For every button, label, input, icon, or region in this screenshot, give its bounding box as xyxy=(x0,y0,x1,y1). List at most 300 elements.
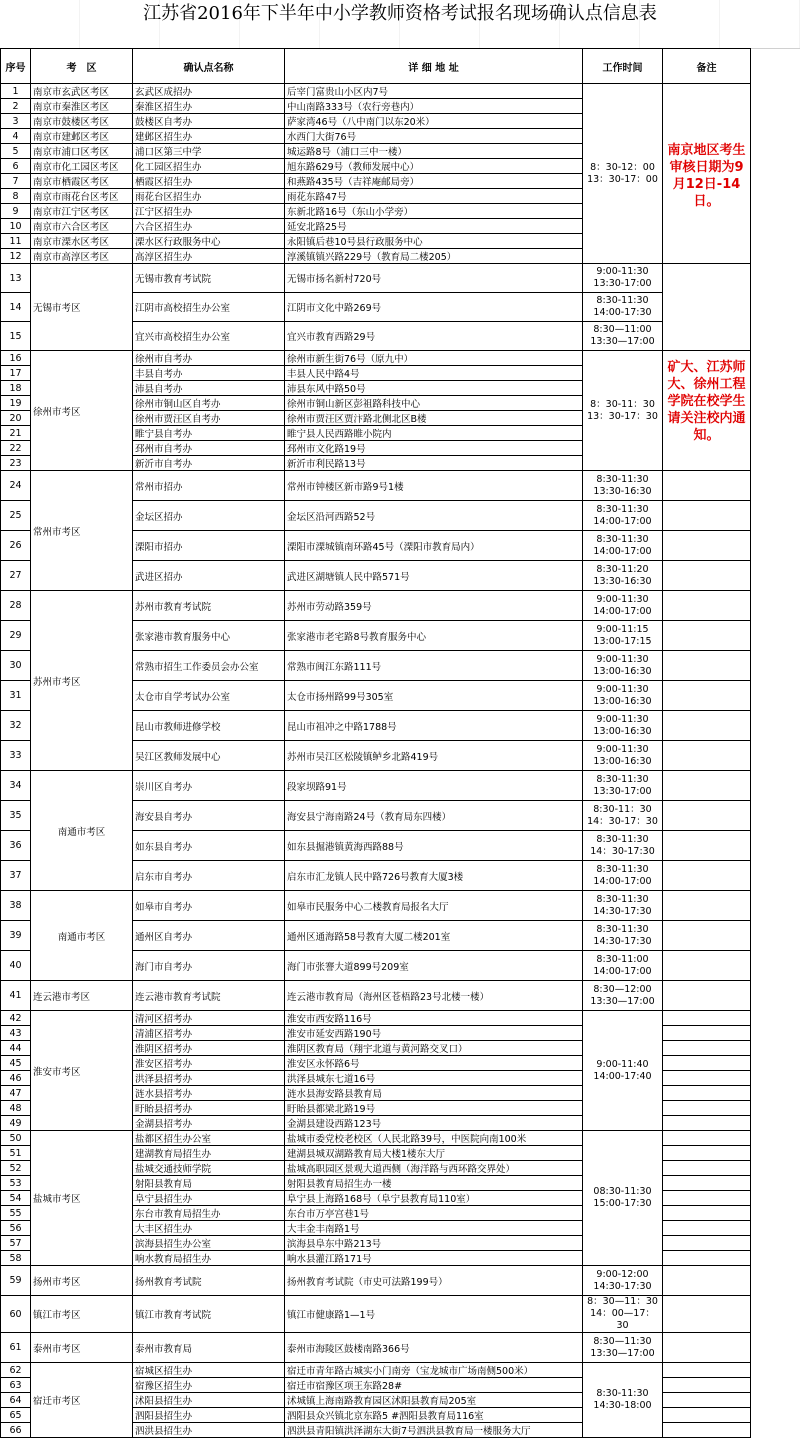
work-time-line: 8：30-12：00 xyxy=(590,161,655,173)
address-cell: 东台市万亭宫巷1号 xyxy=(285,1206,583,1221)
seq-cell: 4 xyxy=(1,129,31,144)
note-cell xyxy=(663,1146,751,1161)
note-cell xyxy=(663,951,751,981)
work-time-line: 9:00-12:00 xyxy=(596,1268,649,1280)
point-cell: 清浦区招考办 xyxy=(133,1026,285,1041)
point-cell: 泗洪县招生办 xyxy=(133,1423,285,1438)
point-cell: 昆山市教师进修学校 xyxy=(133,711,285,741)
address-cell: 沛县东风中路50号 xyxy=(285,381,583,396)
work-time-line: 9:00-11:30 xyxy=(596,266,649,277)
seq-cell: 2 xyxy=(1,99,31,114)
point-cell: 涟水县招考办 xyxy=(133,1086,285,1101)
address-cell: 后宰门富贵山小区内7号 xyxy=(285,84,583,99)
work-time-line: 15:00-17:30 xyxy=(593,1198,652,1209)
note-cell xyxy=(663,741,751,771)
seq-cell: 27 xyxy=(1,561,31,591)
seq-cell: 22 xyxy=(1,441,31,456)
address-cell: 和燕路435号（吉祥庵邮局旁） xyxy=(285,174,583,189)
point-cell: 江宁区招生办 xyxy=(133,204,285,219)
address-cell: 金坛区沿河西路52号 xyxy=(285,501,583,531)
point-cell: 沭阳县招生办 xyxy=(133,1393,285,1408)
seq-cell: 8 xyxy=(1,189,31,204)
point-cell: 宿豫区招生办 xyxy=(133,1378,285,1393)
work-time-cell xyxy=(583,891,663,921)
point-cell: 崇川区自考办 xyxy=(133,771,285,801)
note-cell: 矿大、江苏师大、徐州工程学院在校学生请关注校内通知。 xyxy=(663,351,751,471)
point-cell: 金湖县招考办 xyxy=(133,1116,285,1131)
address-cell: 武进区湖塘镇人民中路571号 xyxy=(285,561,583,591)
note-cell xyxy=(663,591,751,621)
point-cell: 高淳区招生办 xyxy=(133,249,285,264)
note-cell xyxy=(663,1221,751,1236)
work-time-line: 8:30-11:30 xyxy=(596,503,649,515)
seq-cell: 36 xyxy=(1,831,31,861)
address-cell: 常州市钟楼区新市路9号1楼 xyxy=(285,471,583,501)
point-cell: 浦口区第三中学 xyxy=(133,144,285,159)
point-cell: 东台市教育局招生办 xyxy=(133,1206,285,1221)
work-time-cell xyxy=(583,561,663,591)
district-cell: 南京市高淳区考区 xyxy=(31,249,133,264)
work-time-line: 13:00-16:30 xyxy=(593,665,652,677)
table-row xyxy=(1,1266,751,1296)
work-time-line: 8:30-11:30 xyxy=(596,533,649,545)
seq-cell: 34 xyxy=(1,771,31,801)
address-cell: 新沂市利民路13号 xyxy=(285,456,583,471)
work-time-line: 8:30—11:00 xyxy=(593,324,652,335)
point-cell: 常州市招办 xyxy=(133,471,285,501)
seq-cell: 54 xyxy=(1,1191,31,1206)
point-cell: 吴江区教师发展中心 xyxy=(133,741,285,771)
point-cell: 海门市自考办 xyxy=(133,951,285,981)
work-time-cell xyxy=(583,951,663,981)
work-time-line: 14：30-17：30 xyxy=(587,815,658,827)
point-cell: 徐州市贾汪区自考办 xyxy=(133,411,285,426)
point-cell: 秦淮区招生办 xyxy=(133,99,285,114)
work-time-line: 13:00-16:30 xyxy=(593,725,652,737)
work-time-cell xyxy=(583,322,663,351)
table-row xyxy=(1,84,751,99)
address-cell: 如皋市民服务中心二楼教育局报名大厅 xyxy=(285,891,583,921)
district-cell: 泰州市考区 xyxy=(31,1333,133,1363)
work-time-line: 08:30-11:30 xyxy=(593,1186,652,1197)
seq-cell: 7 xyxy=(1,174,31,189)
work-time-cell xyxy=(583,1011,663,1131)
seq-cell: 9 xyxy=(1,204,31,219)
work-time-line: 13：30-17：00 xyxy=(587,173,658,185)
address-cell: 淮阴区教育局（翔宇北道与黄河路交叉口） xyxy=(285,1041,583,1056)
address-cell: 城运路8号（浦口三中一楼） xyxy=(285,144,583,159)
work-time-line: 14:00-17:00 xyxy=(593,545,652,557)
table-header-row xyxy=(1,49,751,84)
work-time-line: 8:30-11:30 xyxy=(596,473,649,485)
note-cell xyxy=(663,1101,751,1116)
work-time-line: 14:30-18:00 xyxy=(593,1400,652,1411)
work-time-line: 14:30-17:30 xyxy=(593,905,652,917)
seq-cell: 11 xyxy=(1,234,31,249)
district-cell: 南京市秦淮区考区 xyxy=(31,99,133,114)
address-cell: 涟水县海安路县教育局 xyxy=(285,1086,583,1101)
point-cell: 雨花台区招生办 xyxy=(133,189,285,204)
district-cell: 南京市鼓楼区考区 xyxy=(31,114,133,129)
confirmation-points-table xyxy=(0,48,751,1438)
seq-cell: 59 xyxy=(1,1266,31,1296)
note-cell xyxy=(663,801,751,831)
district-cell: 苏州市考区 xyxy=(31,591,133,771)
address-cell: 段家坝路91号 xyxy=(285,771,583,801)
work-time-line: 13:30—17:00 xyxy=(590,995,655,1007)
address-cell: 通州区通海路58号教育大厦二楼201室 xyxy=(285,921,583,951)
seq-cell: 20 xyxy=(1,411,31,426)
work-time-cell xyxy=(583,293,663,322)
seq-cell: 1 xyxy=(1,84,31,99)
address-cell: 睢宁县人民西路睢小院内 xyxy=(285,426,583,441)
note-cell xyxy=(663,861,751,891)
district-cell: 南通市考区 xyxy=(31,891,133,981)
work-time-line: 14:00-17:00 xyxy=(593,965,652,977)
district-cell: 宿迁市考区 xyxy=(31,1363,133,1438)
table-row xyxy=(1,1363,751,1378)
header-address: 详 细 地 址 xyxy=(285,49,583,84)
district-cell: 常州市考区 xyxy=(31,471,133,591)
seq-cell: 53 xyxy=(1,1176,31,1191)
seq-cell: 51 xyxy=(1,1146,31,1161)
address-cell: 海门市张謇大道899号209室 xyxy=(285,951,583,981)
note-cell xyxy=(663,1393,751,1408)
point-cell: 淮阴区招考办 xyxy=(133,1041,285,1056)
note-cell xyxy=(663,1191,751,1206)
work-time-line: 8：30-11：30 xyxy=(590,398,655,410)
point-cell: 常熟市招生工作委员会办公室 xyxy=(133,651,285,681)
note-cell xyxy=(663,981,751,1011)
header-district: 考 区 xyxy=(31,49,133,84)
seq-cell: 15 xyxy=(1,322,31,351)
district-cell: 扬州市考区 xyxy=(31,1266,133,1296)
seq-cell: 44 xyxy=(1,1041,31,1056)
address-cell: 宿迁市宿豫区项王东路28# xyxy=(285,1378,583,1393)
table-row xyxy=(1,264,751,293)
address-cell: 永阳镇后巷10号县行政服务中心 xyxy=(285,234,583,249)
seq-cell: 66 xyxy=(1,1423,31,1438)
work-time-cell xyxy=(583,771,663,801)
point-cell: 徐州市自考办 xyxy=(133,351,285,366)
district-cell: 南京市玄武区考区 xyxy=(31,84,133,99)
work-time-line: 8:30-11:30 xyxy=(596,923,649,935)
point-cell: 溧阳市招办 xyxy=(133,531,285,561)
work-time-line: 8:30-11:30 xyxy=(596,1388,649,1399)
work-time-cell xyxy=(583,741,663,771)
note-cell xyxy=(663,1161,751,1176)
seq-cell: 18 xyxy=(1,381,31,396)
point-cell: 金坛区招办 xyxy=(133,501,285,531)
district-cell: 盐城市考区 xyxy=(31,1131,133,1266)
note-cell xyxy=(663,264,751,351)
header-seq: 序号 xyxy=(1,49,31,84)
work-time-cell xyxy=(583,264,663,293)
point-cell: 新沂市自考办 xyxy=(133,456,285,471)
work-time-cell xyxy=(583,591,663,621)
work-time-line: 13:00-16:30 xyxy=(593,695,652,707)
point-cell: 海安县自考办 xyxy=(133,801,285,831)
district-cell: 连云港市考区 xyxy=(31,981,133,1011)
work-time-line: 13:30-16:30 xyxy=(593,485,652,497)
seq-cell: 5 xyxy=(1,144,31,159)
seq-cell: 37 xyxy=(1,861,31,891)
district-cell: 南京市雨花台区考区 xyxy=(31,189,133,204)
work-time-cell xyxy=(583,651,663,681)
seq-cell: 48 xyxy=(1,1101,31,1116)
work-time-line: 8:30-11：30 xyxy=(593,803,652,815)
work-time-line: 13:30—17:00 xyxy=(590,336,655,347)
point-cell: 张家港市教育服务中心 xyxy=(133,621,285,651)
seq-cell: 55 xyxy=(1,1206,31,1221)
work-time-line: 13:30-17:00 xyxy=(593,278,652,289)
point-cell: 如皋市自考办 xyxy=(133,891,285,921)
address-cell: 射阳县教育局招生办一楼 xyxy=(285,1176,583,1191)
address-cell: 启东市汇龙镇人民中路726号教育大厦3楼 xyxy=(285,861,583,891)
note-cell xyxy=(663,1176,751,1191)
seq-cell: 40 xyxy=(1,951,31,981)
work-time-line: 9:00-11:15 xyxy=(596,623,649,635)
district-cell: 南京市江宁区考区 xyxy=(31,204,133,219)
point-cell: 通州区自考办 xyxy=(133,921,285,951)
address-cell: 东新北路16号（东山小学旁） xyxy=(285,204,583,219)
seq-cell: 32 xyxy=(1,711,31,741)
work-time-cell xyxy=(583,1363,663,1438)
point-cell: 丰县自考办 xyxy=(133,366,285,381)
work-time-line: 14:00-17:00 xyxy=(593,875,652,887)
work-time-line: 8：30—11：30 xyxy=(587,1296,658,1307)
work-time-line: 8:30-11:30 xyxy=(596,833,649,845)
note-cell xyxy=(663,1041,751,1056)
seq-cell: 49 xyxy=(1,1116,31,1131)
seq-cell: 16 xyxy=(1,351,31,366)
seq-cell: 25 xyxy=(1,501,31,531)
address-cell: 泗阳县众兴镇北京东路5 #泗阳县教育局116室 xyxy=(285,1408,583,1423)
seq-cell: 35 xyxy=(1,801,31,831)
address-cell: 溧阳市溧城镇南环路45号（溧阳市教育局内） xyxy=(285,531,583,561)
work-time-line: 13:30-17:00 xyxy=(593,785,652,797)
seq-cell: 46 xyxy=(1,1071,31,1086)
note-cell xyxy=(663,1333,751,1363)
table-row xyxy=(1,591,751,621)
work-time-cell xyxy=(583,621,663,651)
seq-cell: 12 xyxy=(1,249,31,264)
address-cell: 阜宁县上海路168号（阜宁县教育局110室） xyxy=(285,1191,583,1206)
address-cell: 盱眙县都梁北路19号 xyxy=(285,1101,583,1116)
work-time-line: 8:30-11:30 xyxy=(596,863,649,875)
seq-cell: 63 xyxy=(1,1378,31,1393)
note-cell xyxy=(663,1131,751,1146)
table-row xyxy=(1,1333,751,1363)
address-cell: 萨家湾46号（八中南门以东20米） xyxy=(285,114,583,129)
seq-cell: 14 xyxy=(1,293,31,322)
point-cell: 淮安区招考办 xyxy=(133,1056,285,1071)
address-cell: 张家港市老宅路8号教育服务中心 xyxy=(285,621,583,651)
table-row xyxy=(1,351,751,366)
note-cell: 南京地区考生审核日期为9月12日-14日。 xyxy=(663,84,751,264)
table-row xyxy=(1,981,751,1011)
note-cell xyxy=(663,891,751,921)
address-cell: 延安北路25号 xyxy=(285,219,583,234)
point-cell: 玄武区成招办 xyxy=(133,84,285,99)
point-cell: 盐都区招生办公室 xyxy=(133,1131,285,1146)
point-cell: 泰州市教育局 xyxy=(133,1333,285,1363)
work-time-line: 13:00-17:15 xyxy=(593,635,652,647)
table-row xyxy=(1,471,751,501)
seq-cell: 57 xyxy=(1,1236,31,1251)
note-cell xyxy=(663,1251,751,1266)
work-time-cell xyxy=(583,531,663,561)
seq-cell: 42 xyxy=(1,1011,31,1026)
note-cell xyxy=(663,561,751,591)
work-time-line: 9:00-11:40 xyxy=(596,1058,649,1070)
work-time-line: 8:30-11:30 xyxy=(596,773,649,785)
district-cell: 南通市考区 xyxy=(31,771,133,891)
seq-cell: 52 xyxy=(1,1161,31,1176)
point-cell: 大丰区招生办 xyxy=(133,1221,285,1236)
note-cell xyxy=(663,1423,751,1438)
note-cell xyxy=(663,771,751,801)
point-cell: 建湖教育局招生办 xyxy=(133,1146,285,1161)
note-cell xyxy=(663,1026,751,1041)
point-cell: 泗阳县招生办 xyxy=(133,1408,285,1423)
address-cell: 宿迁市青年路古城实小门南旁（宝龙城市广场南侧500米） xyxy=(285,1363,583,1378)
seq-cell: 64 xyxy=(1,1393,31,1408)
note-cell xyxy=(663,531,751,561)
header-time: 工作时间 xyxy=(583,49,663,84)
address-cell: 无锡市扬名新村720号 xyxy=(285,264,583,293)
point-cell: 武进区招办 xyxy=(133,561,285,591)
point-cell: 镇江市教育考试院 xyxy=(133,1296,285,1333)
seq-cell: 41 xyxy=(1,981,31,1011)
address-cell: 徐州市新生街76号（原九中） xyxy=(285,351,583,366)
work-time-cell xyxy=(583,831,663,861)
seq-cell: 23 xyxy=(1,456,31,471)
point-cell: 射阳县教育局 xyxy=(133,1176,285,1191)
point-cell: 太仓市自学考试办公室 xyxy=(133,681,285,711)
point-cell: 鼓楼区自考办 xyxy=(133,114,285,129)
note-cell xyxy=(663,1086,751,1101)
work-time-cell xyxy=(583,1266,663,1296)
work-time-line: 14:30-17:30 xyxy=(593,935,652,947)
district-cell: 淮安市考区 xyxy=(31,1011,133,1131)
point-cell: 洪泽县招考办 xyxy=(133,1071,285,1086)
address-cell: 淳溪镇镇兴路229号（教育局二楼205） xyxy=(285,249,583,264)
address-cell: 太仓市扬州路99号305室 xyxy=(285,681,583,711)
work-time-cell xyxy=(583,801,663,831)
address-cell: 常熟市闽江东路111号 xyxy=(285,651,583,681)
work-time-cell xyxy=(583,471,663,501)
point-cell: 启东市自考办 xyxy=(133,861,285,891)
address-cell: 徐州市铜山新区彭祖路科技中心 xyxy=(285,396,583,411)
note-cell xyxy=(663,711,751,741)
seq-cell: 65 xyxy=(1,1408,31,1423)
seq-cell: 43 xyxy=(1,1026,31,1041)
work-time-line: 8:30—12:00 xyxy=(593,983,652,995)
seq-cell: 60 xyxy=(1,1296,31,1333)
address-cell: 海安县宁海南路24号（教育局东四楼） xyxy=(285,801,583,831)
note-cell xyxy=(663,1071,751,1086)
seq-cell: 31 xyxy=(1,681,31,711)
seq-cell: 45 xyxy=(1,1056,31,1071)
work-time-line: 9:00-11:30 xyxy=(596,653,649,665)
seq-cell: 33 xyxy=(1,741,31,771)
address-cell: 泗洪县青阳镇洪泽湖东大街7号泗洪县教育局一楼服务大厅 xyxy=(285,1423,583,1438)
note-cell xyxy=(663,1378,751,1393)
point-cell: 宜兴市高校招生办公室 xyxy=(133,322,285,351)
table-row xyxy=(1,1296,751,1333)
work-time-cell xyxy=(583,981,663,1011)
address-cell: 苏州市吴江区松陵镇鲈乡北路419号 xyxy=(285,741,583,771)
work-time-line: 14:30-17:30 xyxy=(593,1280,652,1292)
note-cell xyxy=(663,1236,751,1251)
address-cell: 洪泽县城东七道16号 xyxy=(285,1071,583,1086)
note-cell xyxy=(663,1206,751,1221)
point-cell: 阜宁县招生办 xyxy=(133,1191,285,1206)
district-cell: 南京市栖霞区考区 xyxy=(31,174,133,189)
point-cell: 溧水区行政服务中心 xyxy=(133,234,285,249)
district-cell: 南京市六合区考区 xyxy=(31,219,133,234)
address-cell: 盐城市委党校老校区（人民北路39号，中医院向南100米 xyxy=(285,1131,583,1146)
address-cell: 滨海县阜东中路213号 xyxy=(285,1236,583,1251)
work-time-cell xyxy=(583,501,663,531)
work-time-line: 9:00-11:30 xyxy=(596,683,649,695)
note-cell xyxy=(663,921,751,951)
address-cell: 金湖县建设西路123号 xyxy=(285,1116,583,1131)
work-time-line: 9:00-11:30 xyxy=(596,593,649,605)
work-time-line: 14：30-17:30 xyxy=(590,845,655,857)
seq-cell: 21 xyxy=(1,426,31,441)
point-cell: 苏州市教育考试院 xyxy=(133,591,285,621)
note-cell xyxy=(663,1296,751,1333)
point-cell: 化工园区招生办 xyxy=(133,159,285,174)
district-cell: 南京市化工园区考区 xyxy=(31,159,133,174)
point-cell: 盐城交通技师学院 xyxy=(133,1161,285,1176)
table-row xyxy=(1,771,751,801)
seq-cell: 29 xyxy=(1,621,31,651)
seq-cell: 13 xyxy=(1,264,31,293)
district-cell: 镇江市考区 xyxy=(31,1296,133,1333)
address-cell: 淮安区永怀路6号 xyxy=(285,1056,583,1071)
work-time-cell xyxy=(583,921,663,951)
work-time-line: 14:00-17:00 xyxy=(593,605,652,617)
address-cell: 镇江市健康路1—1号 xyxy=(285,1296,583,1333)
work-time-line: 13:30-16:30 xyxy=(593,575,652,587)
work-time-cell xyxy=(583,861,663,891)
district-cell: 徐州市考区 xyxy=(31,351,133,471)
work-time-line: 13:00-16:30 xyxy=(593,755,652,767)
seq-cell: 58 xyxy=(1,1251,31,1266)
seq-cell: 30 xyxy=(1,651,31,681)
work-time-line: 14：00—17：30 xyxy=(590,1308,655,1331)
address-cell: 宜兴市教育西路29号 xyxy=(285,322,583,351)
work-time-cell xyxy=(583,1131,663,1266)
address-cell: 旭东路629号（教师发展中心） xyxy=(285,159,583,174)
work-time-cell xyxy=(583,681,663,711)
address-cell: 昆山市祖冲之中路1788号 xyxy=(285,711,583,741)
seq-cell: 61 xyxy=(1,1333,31,1363)
page-title: 江苏省2016年下半年中小学教师资格考试报名现场确认点信息表 xyxy=(0,0,800,49)
address-cell: 大丰金丰南路1号 xyxy=(285,1221,583,1236)
note-cell xyxy=(663,1363,751,1378)
note-cell xyxy=(663,471,751,501)
point-cell: 响水教育局招生办 xyxy=(133,1251,285,1266)
point-cell: 清河区招考办 xyxy=(133,1011,285,1026)
table-row xyxy=(1,1011,751,1026)
address-cell: 泰州市海陵区鼓楼南路366号 xyxy=(285,1333,583,1363)
point-cell: 六合区招生办 xyxy=(133,219,285,234)
note-cell xyxy=(663,501,751,531)
